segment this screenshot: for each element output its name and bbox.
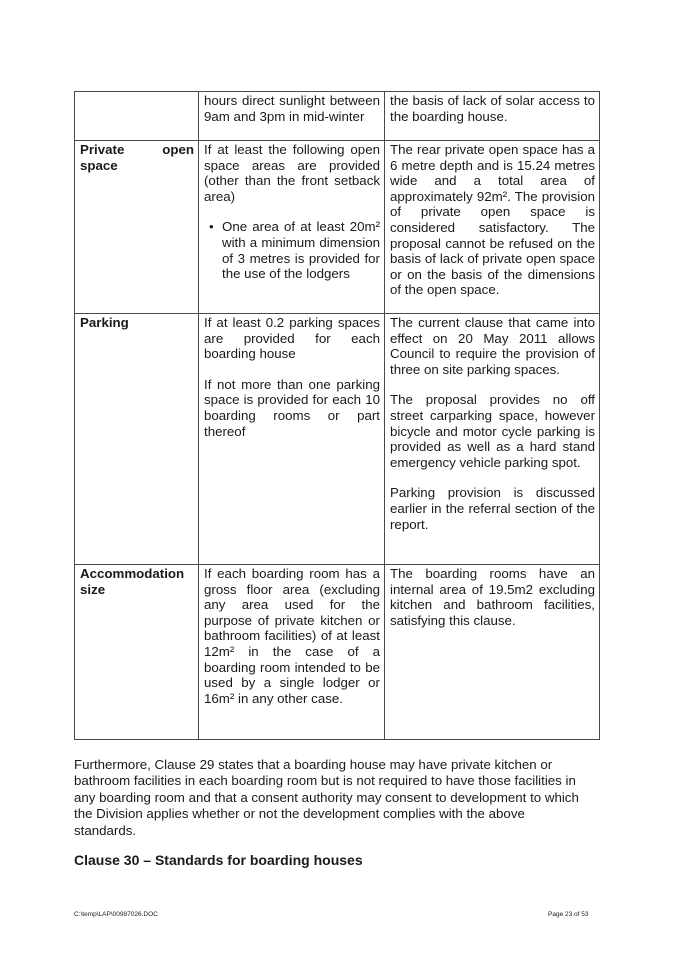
table-row xyxy=(75,314,600,565)
row-heading: Parking xyxy=(75,314,199,565)
assessment-text: the basis of lack of solar access to the boarding house. xyxy=(390,93,595,124)
section-heading: Clause 30 – Standards for boarding houses xyxy=(74,852,363,868)
assessment-text: The proposal provides no off street carparking space, however bicycle and motor cycle parking is provided as well as a hard stand emergency vehicle parking spot. xyxy=(390,392,595,470)
assessment-cell xyxy=(385,92,600,141)
requirement-text: If not more than one parking space is provided for each 10 boarding rooms or part thereof xyxy=(204,376,380,439)
assessment-text: The current clause that came into effect on 20 May 2011 allows Council to require the provision of three on site parking spaces. xyxy=(390,315,595,377)
requirement-text: hours direct sunlight between 9am and 3pm in mid-winter xyxy=(204,93,380,124)
row-heading xyxy=(75,92,199,141)
requirement-text: If at least the following open space areas are provided (other than the front setback area) xyxy=(204,142,380,204)
footer-file-path: C:\temp\LAP\00987026.DOC xyxy=(74,911,158,918)
row-heading: Accommodation size xyxy=(75,565,199,740)
assessment-text: Parking provision is discussed earlier in the referral section of the report. xyxy=(390,485,595,532)
requirement-cell xyxy=(199,314,385,565)
standards-table xyxy=(74,91,600,740)
assessment-text: The rear private open space has a 6 metre depth and is 15.24 metres wide and a total area of approximately 92m². The provision of private open space is considered satisfactory. The proposal cannot be refused on the basis of lack of private open space or on the basis of the dimensions of the open space. xyxy=(390,142,595,298)
body-paragraph: Furthermore, Clause 29 states that a boarding house may have private kitchen or bathroom facilities in each boarding room but is not required to have those facilities in any boarding room and that a consent authority may consent to development to which the Division applies whether or not the development complies with the above standards. xyxy=(74,757,579,838)
row-heading xyxy=(75,141,199,314)
table-row xyxy=(75,141,600,314)
requirement-text: If at least 0.2 parking spaces are provided for each boarding house xyxy=(204,315,380,362)
requirement-text: If each boarding room has a gross floor area (excluding any area used for the purpose of private kitchen or bathroom facilities) of at least 12m² in the case of a boarding room intended to be used by a single lodger or 16m² in any other case. xyxy=(204,566,380,706)
table-row xyxy=(75,92,600,141)
assessment-cell xyxy=(385,314,600,565)
requirement-bullet: • One area of at least 20m² with a minimum dimension of 3 metres is provided for the use of the lodgers xyxy=(222,219,380,281)
table-row xyxy=(75,565,600,740)
requirement-cell xyxy=(199,565,385,740)
footer-page-number: Page 23 of 53 xyxy=(548,911,589,918)
row-heading-text: Private open space xyxy=(80,142,194,173)
requirement-cell xyxy=(199,92,385,141)
assessment-cell xyxy=(385,141,600,314)
requirement-cell xyxy=(199,141,385,314)
assessment-text: The boarding rooms have an internal area of 19.5m2 excluding kitchen and bathroom facilities, satisfying this clause. xyxy=(390,566,595,628)
assessment-cell xyxy=(385,565,600,740)
